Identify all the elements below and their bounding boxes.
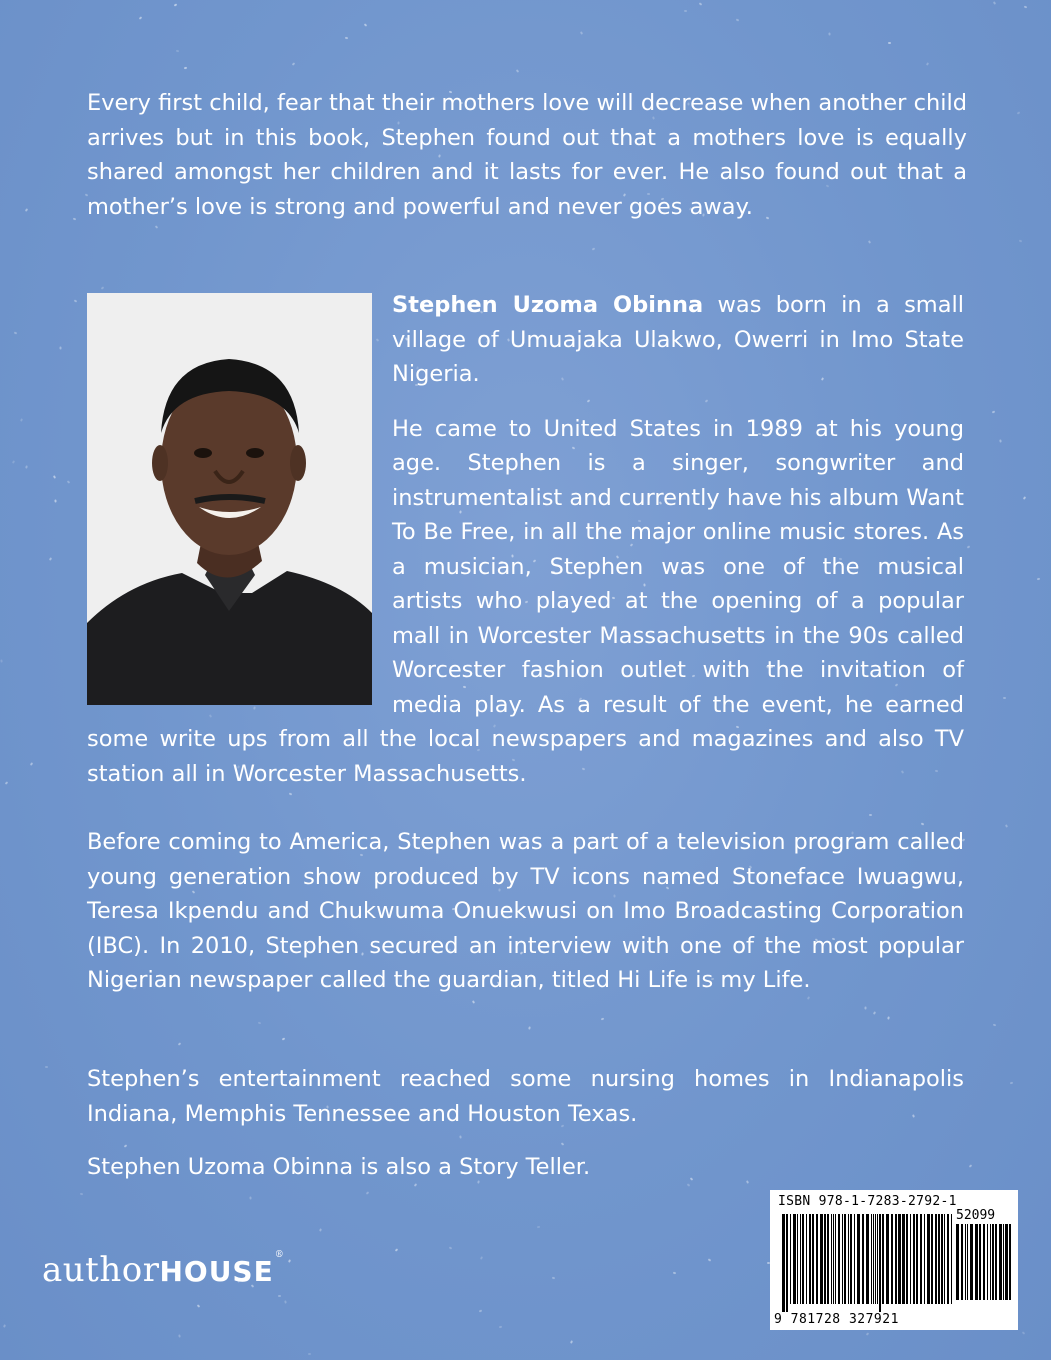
barcode-bar [857, 1214, 860, 1304]
barcode-bar [910, 1214, 911, 1304]
barcode-bar [961, 1224, 963, 1300]
speck [1024, 6, 1027, 9]
speck [887, 1016, 890, 1019]
speck [282, 1037, 286, 1040]
speck [999, 439, 1002, 442]
speck [699, 2, 703, 5]
barcode-bar [809, 1214, 811, 1304]
speck [366, 1191, 370, 1195]
speck [580, 31, 583, 35]
speck [80, 1193, 83, 1196]
speck [155, 225, 158, 229]
barcode-bar [816, 1214, 818, 1304]
author-portrait-illustration [87, 293, 372, 705]
barcode-bar [833, 1214, 834, 1304]
intro-text: Every first child, fear that their mothers love will decrease when another child arrives but in this book, Stephen found out that a mothers love is equally shared amongst her children and it lasts for ever. He also found out that a mother’s love is strong and powerful and never goes away. [87, 90, 967, 220]
speck [0, 659, 2, 662]
author-photo [87, 293, 372, 705]
barcode-bar [995, 1224, 997, 1300]
publisher-logo-author: author [42, 1250, 160, 1290]
barcode-bar [790, 1214, 791, 1304]
barcode-bar [992, 1224, 994, 1300]
barcode-bar [866, 1214, 869, 1304]
registered-mark: ® [274, 1250, 285, 1260]
barcode-bar [882, 1214, 884, 1304]
speck [258, 1022, 261, 1025]
barcode-bar [979, 1224, 981, 1300]
barcode-bar [793, 1214, 796, 1304]
barcode-bar [891, 1214, 893, 1304]
speck [178, 1042, 182, 1046]
barcode-bar [944, 1214, 945, 1304]
speck [1019, 240, 1023, 243]
barcode-bar [895, 1214, 897, 1304]
barcode-bar [797, 1214, 798, 1304]
ean-barcode-bars [782, 1214, 952, 1312]
speck [1037, 578, 1040, 580]
speck [1005, 824, 1008, 828]
barcode-bar [879, 1214, 881, 1312]
speck [1010, 1082, 1013, 1085]
speck [499, 1326, 502, 1329]
speck [278, 1295, 281, 1297]
barcode-bar [1009, 1224, 1011, 1300]
barcode-bar [782, 1214, 785, 1312]
barcode-bar [875, 1214, 876, 1304]
barcode-bar [800, 1214, 801, 1304]
barcode-bar [987, 1224, 988, 1300]
barcode-bar [965, 1224, 966, 1300]
barcode-bar [975, 1224, 978, 1300]
barcode-bar [850, 1214, 852, 1304]
speck [449, 1246, 453, 1249]
speck [993, 1024, 996, 1027]
speck [992, 411, 996, 414]
speck [249, 1196, 251, 1199]
speck [869, 814, 872, 816]
bio-paragraph-2: He came to United States in 1989 at his young age. Stephen is a singer, songwriter and instrumentalist and currently have his album Want To Be Free, in all the major online music stores. As a musician, Stephen was one of the musical artists who played at the opening of a popular mall in Worcester Massachusetts in the 90s called Worcester fashion outlet with the invitation of media play. As a result of the event, he earned some write ups from all the local newspapers and magazines and also TV station all in Worcester Massachusetts. [87, 415, 964, 787]
price-barcode-bars [956, 1224, 1012, 1308]
barcode-bar [938, 1214, 940, 1304]
barcode-bar [927, 1214, 930, 1304]
barcode-bar [898, 1214, 901, 1304]
speck [184, 67, 187, 70]
barcode-bar [906, 1214, 908, 1304]
barcode-bar [920, 1214, 922, 1304]
ean-digits: 9 781728 327921 [774, 1312, 899, 1327]
speck [284, 1300, 287, 1303]
barcode-bar [871, 1214, 872, 1304]
speck [3, 1324, 6, 1328]
barcode-bar [951, 1214, 952, 1304]
barcode-bar [956, 1224, 959, 1300]
bio-paragraph-1-text: was born in a small village of Umuajaka Ulakwo, Owerri in Imo State Nigeria. [392, 292, 964, 387]
barcode-bar [916, 1214, 918, 1304]
barcode-bar [848, 1214, 849, 1304]
story-teller-paragraph [87, 1150, 964, 1185]
barcode-bar [913, 1214, 915, 1304]
price-code: 52099 [956, 1208, 996, 1223]
entertainment-text: Stephen’s entertainment reached some nursing homes in Indianapolis Indiana, Memphis Tennessee and Houston Texas. [87, 1066, 964, 1127]
barcode-bar [824, 1214, 826, 1304]
barcode-bar [786, 1214, 788, 1312]
barcode-bar [902, 1214, 905, 1304]
author-bio [87, 288, 964, 811]
barcode-bar [931, 1214, 933, 1304]
speck [45, 1066, 48, 1068]
speck [20, 418, 23, 422]
barcode-bar [842, 1214, 843, 1304]
speck [888, 42, 891, 44]
barcode-bar [983, 1224, 985, 1300]
barcode-bar [970, 1224, 973, 1300]
speck [59, 346, 61, 349]
speck [14, 332, 18, 335]
speck [292, 62, 296, 65]
barcode-bar [990, 1224, 991, 1300]
barcode-bar [802, 1214, 804, 1304]
story-teller-text: Stephen Uzoma Obinna is also a Story Teller. [87, 1154, 591, 1180]
isbn-text: ISBN 978-1-7283-2792-1 [778, 1194, 957, 1209]
speck [926, 62, 929, 66]
speck [12, 460, 15, 464]
speck [828, 32, 830, 35]
barcode-bar [820, 1214, 823, 1304]
barcode-bar [941, 1214, 943, 1304]
speck [969, 1164, 973, 1168]
speck [570, 1340, 573, 1344]
barcode-bar [1003, 1224, 1004, 1300]
speck [5, 781, 9, 784]
speck [176, 50, 179, 53]
speck [197, 1304, 201, 1307]
before-america-paragraph [87, 825, 964, 998]
isbn-barcode [770, 1190, 1018, 1330]
author-name: Stephen Uzoma Obinna [392, 292, 704, 318]
publisher-logo-house: HOUSE [159, 1255, 274, 1288]
speck [53, 475, 56, 479]
speck [993, 1, 996, 5]
speck [673, 1272, 676, 1275]
speck [345, 37, 348, 39]
barcode-bar [935, 1214, 937, 1304]
publisher-logo [42, 1250, 284, 1290]
barcode-bar [838, 1214, 840, 1304]
speck [601, 1018, 604, 1021]
speck [54, 499, 56, 502]
speck [866, 1332, 870, 1336]
speck [73, 218, 76, 221]
speck [308, 1353, 311, 1355]
barcode-bar [967, 1224, 968, 1300]
speck [319, 1228, 322, 1231]
speck [124, 1144, 128, 1147]
speck [684, 10, 687, 12]
speck [174, 3, 178, 6]
entertainment-paragraph [87, 1062, 964, 1131]
speck [967, 545, 971, 548]
speck [178, 1334, 180, 1337]
speck [537, 1226, 540, 1228]
barcode-bar [877, 1214, 878, 1304]
speck [288, 1259, 291, 1263]
speck [480, 1256, 483, 1260]
speck [139, 16, 143, 20]
speck [736, 18, 740, 21]
barcode-bar [1005, 1224, 1008, 1300]
barcode-bar [844, 1214, 846, 1304]
speck [528, 1026, 531, 1029]
speck [472, 1000, 475, 1004]
barcode-bar [862, 1214, 864, 1304]
barcode-bar [924, 1214, 925, 1304]
speck [864, 1006, 866, 1009]
speck [1003, 697, 1006, 699]
speck [30, 762, 33, 766]
intro-paragraph [87, 86, 967, 224]
speck [49, 557, 52, 561]
speck [708, 1258, 712, 1261]
barcode-bar [947, 1214, 949, 1304]
speck [67, 480, 71, 483]
speck [25, 465, 28, 468]
barcode-bar [835, 1214, 836, 1304]
speck [516, 69, 519, 73]
speck [364, 23, 368, 27]
speck [479, 1310, 483, 1313]
barcode-bar [999, 1224, 1002, 1300]
speck [1022, 1331, 1026, 1335]
barcode-bar [827, 1214, 829, 1304]
barcode-bar [873, 1214, 874, 1304]
barcode-bar [854, 1214, 855, 1304]
speck [25, 208, 28, 212]
barcode-bar [806, 1214, 807, 1304]
speck [74, 299, 78, 302]
speck [561, 1142, 565, 1146]
speck [459, 1135, 461, 1138]
speck [1017, 111, 1021, 114]
barcode-bar [886, 1214, 889, 1304]
barcode-bar [831, 1214, 832, 1304]
speck [1023, 496, 1026, 500]
speck [873, 1011, 876, 1015]
speck [552, 1277, 555, 1280]
barcode-bar [812, 1214, 814, 1304]
before-america-text: Before coming to America, Stephen was a part of a television program called young generation show produced by TV icons named Stoneface Iwuagwu, Teresa Ikpendu and Chukwuma Onuekwusi on Imo Broadcasting Corporation (IBC). In 2010, Stephen secured an interview with one of the most popular Nigerian newspaper called the guardian, titled Hi Life is my Life. [87, 829, 964, 993]
speck [868, 240, 871, 244]
speck [395, 1248, 399, 1252]
speck [592, 247, 596, 250]
